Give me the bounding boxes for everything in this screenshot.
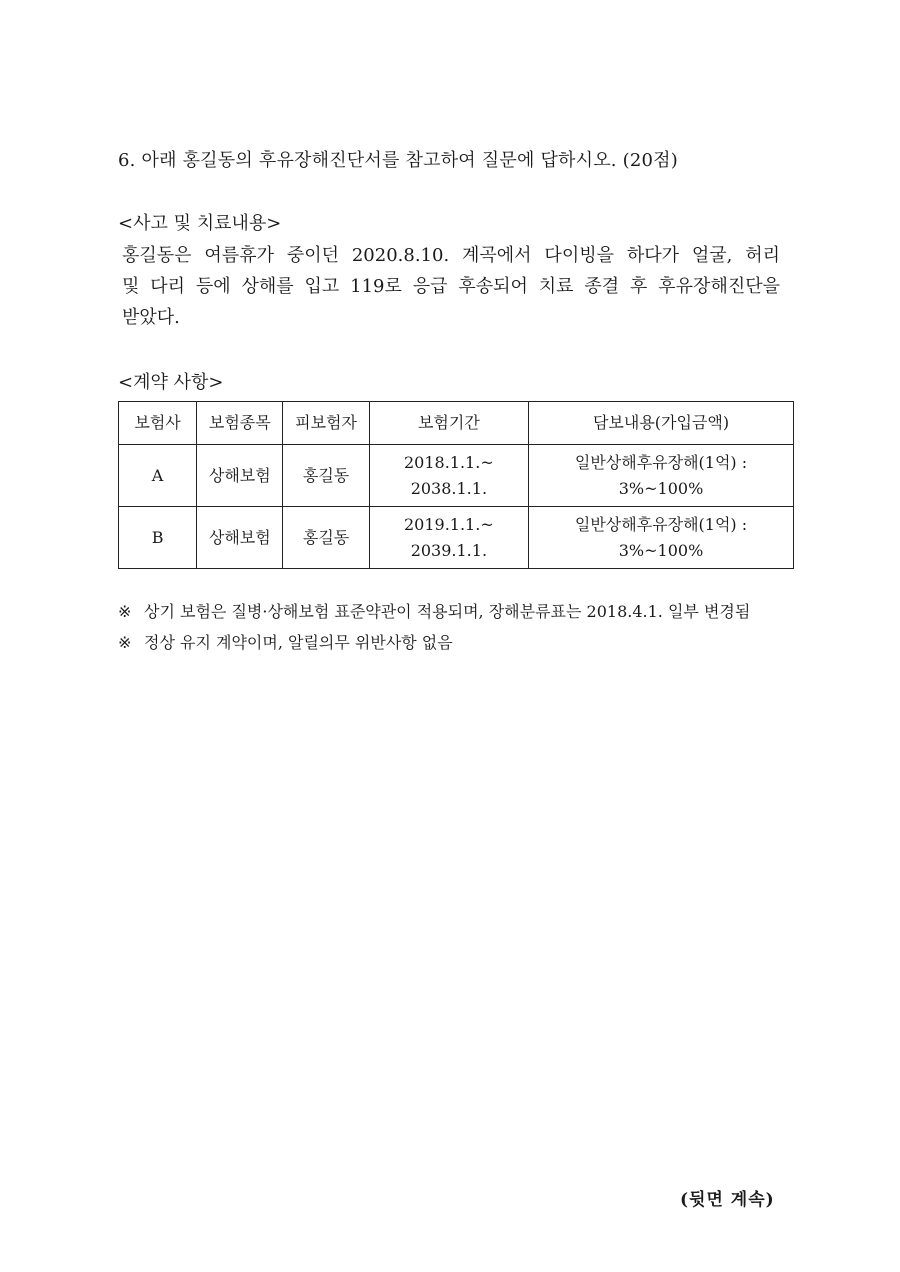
header-insured-person: 피보험자	[283, 402, 369, 445]
coverage-range: 3%~100%	[618, 478, 704, 498]
period-end: 2038.1.1.	[410, 478, 488, 498]
coverage-name: 일반상해후유장해(1억) :	[574, 452, 748, 472]
cell-coverage	[529, 507, 794, 569]
accident-section-title: <사고 및 치료내용>	[118, 213, 282, 234]
table-header-row	[119, 402, 794, 445]
header-insurance-type: 보험종목	[197, 402, 283, 445]
cell-insurer: B	[119, 507, 197, 569]
note-item	[118, 596, 750, 627]
cell-coverage	[529, 445, 794, 507]
table-row	[119, 507, 794, 569]
period-end: 2039.1.1.	[410, 540, 488, 560]
question-text: 6. 아래 홍길동의 후유장해진단서를 참고하여 질문에 답하시오. (20점)	[118, 150, 678, 171]
coverage-range: 3%~100%	[618, 540, 704, 560]
coverage-name: 일반상해후유장해(1억) :	[574, 514, 748, 534]
cell-insurance-type: 상해보험	[197, 445, 283, 507]
cell-insurance-period	[369, 445, 528, 507]
cell-insurance-period	[369, 507, 528, 569]
continued-on-back-label: (뒷면 계속)	[680, 1190, 775, 1210]
contract-section-title: <계약 사항>	[118, 372, 224, 393]
cell-insured-person: 홍길동	[283, 507, 369, 569]
cell-insured-person: 홍길동	[283, 445, 369, 507]
header-insurance-period: 보험기간	[369, 402, 528, 445]
reference-mark-icon: ※	[118, 602, 132, 621]
contract-table	[118, 401, 794, 569]
cell-insurer: A	[119, 445, 197, 507]
cell-insurance-type: 상해보험	[197, 507, 283, 569]
period-start: 2018.1.1.~	[403, 452, 494, 472]
note-text: 정상 유지 계약이며, 알릴의무 위반사항 없음	[144, 633, 453, 652]
header-coverage: 담보내용(가입금액)	[529, 402, 794, 445]
table-row	[119, 445, 794, 507]
header-insurer: 보험사	[119, 402, 197, 445]
notes-section	[118, 596, 750, 658]
reference-mark-icon: ※	[118, 633, 132, 652]
note-text: 상기 보험은 질병·상해보험 표준약관이 적용되며, 장해분류표는 2018.4.1. 일부 변경됨	[144, 602, 751, 621]
period-start: 2019.1.1.~	[403, 514, 494, 534]
accident-description: 홍길동은 여름휴가 중이던 2020.8.10. 계곡에서 다이빙을 하다가 얼굴, 허리 및 다리 등에 상해를 입고 119로 응급 후송되어 치료 종결 후 후유장해진단을 받았다.	[122, 245, 780, 328]
note-item	[118, 627, 750, 658]
